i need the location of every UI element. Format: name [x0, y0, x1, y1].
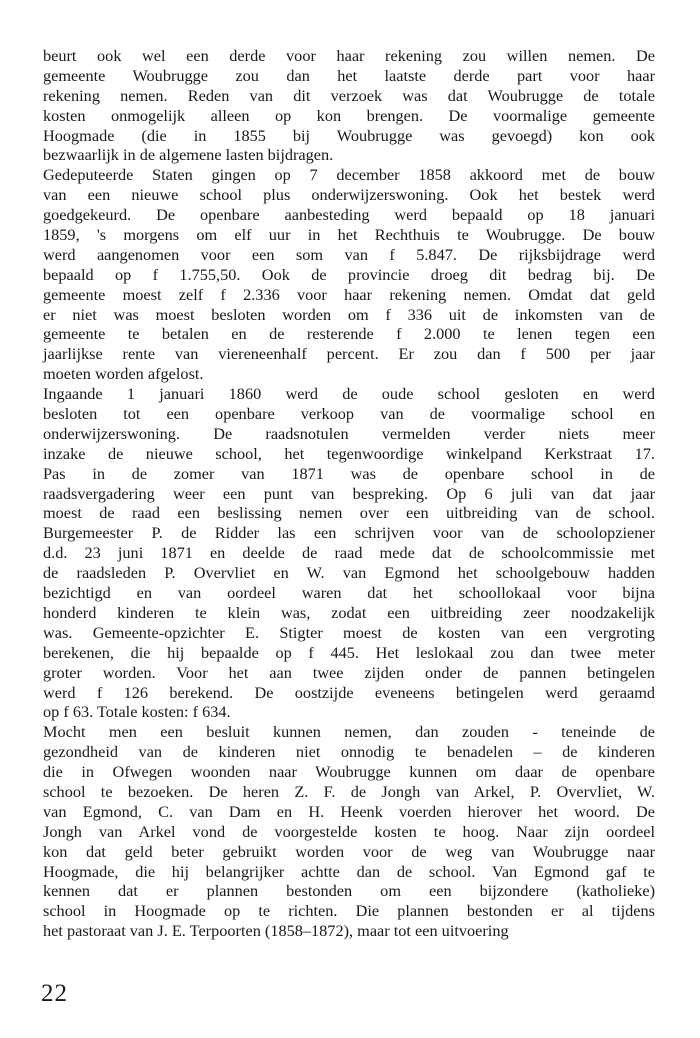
text-line: Pas in de zomer van 1871 was de openbare school in de [43, 463, 655, 483]
text-line: Gedeputeerde Staten gingen op 7 december 1858 akkoord met de bouw [43, 165, 655, 185]
text-line: er niet was moest besloten worden om f 336 uit de inkomsten van de [43, 304, 655, 324]
text-line: besloten tot een openbare verkoop van de voormalige school en [43, 404, 655, 424]
text-line: goedgekeurd. De openbare aanbesteding werd bepaald op 18 januari [43, 205, 655, 225]
text-line: Hoogmade, die hij belangrijker achtte dan de school. Van Egmond gaf te [43, 861, 655, 881]
text-line: van Egmond, C. van Dam en H. Heenk voerden hierover het woord. De [43, 801, 655, 821]
text-line: Jongh van Arkel vond de voorgestelde kosten te hoog. Naar zijn oordeel [43, 821, 655, 841]
text-line: moest de raad een beslissing nemen over een uitbreiding van de school. [43, 503, 655, 523]
body-text [43, 46, 655, 941]
text-line: d.d. 23 juni 1871 en deelde de raad mede dat de schoolcommissie met [43, 543, 655, 563]
page-number: 22 [41, 980, 68, 1007]
text-line: werd f 126 berekend. De oostzijde eveneens betingelen werd geraamd [43, 682, 655, 702]
text-line: die in Ofwegen woonden naar Woubrugge kunnen om daar de openbare [43, 762, 655, 782]
text-line: Mocht men een besluit kunnen nemen, dan zouden - teneinde de [43, 722, 655, 742]
text-line: gemeente Woubrugge zou dan het laatste derde part voor haar [43, 65, 655, 85]
text-line: het pastoraat van J. E. Terpoorten (1858–1872), maar tot een uitvoering [43, 921, 509, 941]
text-line: 1859, 's morgens om elf uur in het Rechthuis te Woubrugge. De bouw [43, 225, 655, 245]
text-line: gemeente moest zelf f 2.336 voor haar rekening nemen. Omdat dat geld [43, 284, 655, 304]
text-line: gezondheid van de kinderen niet onnodig te benadelen – de kinderen [43, 742, 655, 762]
text-line: rekening nemen. Reden van dit verzoek was dat Woubrugge de totale [43, 85, 655, 105]
text-line: bepaald op f 1.755,50. Ook de provincie droeg dit bedrag bij. De [43, 264, 655, 284]
paragraph [43, 165, 655, 384]
text-line: onderwijzerswoning. De raadsnotulen vermelden verder niets meer [43, 423, 655, 443]
text-line: van een nieuwe school plus onderwijzerswoning. Ook het bestek werd [43, 185, 655, 205]
text-line: Ingaande 1 januari 1860 werd de oude school gesloten en werd [43, 384, 655, 404]
text-line: school te bezoeken. De heren Z. F. de Jongh van Arkel, P. Overvliet, W. [43, 781, 655, 801]
text-line: kon dat geld beter gebruikt worden voor de weg van Woubrugge naar [43, 841, 655, 861]
text-line: kennen dat er plannen bestonden om een bijzondere (katholieke) [43, 881, 655, 901]
text-line: werd aangenomen voor een som van f 5.847. De rijksbijdrage werd [43, 244, 655, 264]
text-line: de raadsleden P. Overvliet en W. van Egmond het schoolgebouw hadden [43, 563, 655, 583]
text-line: school in Hoogmade op te richten. Die plannen bestonden er al tijdens [43, 901, 655, 921]
text-line: jaarlijkse rente van viereneenhalf percent. Er zou dan f 500 per jaar [43, 344, 655, 364]
text-line: beurt ook wel een derde voor haar rekening zou willen nemen. De [43, 46, 655, 65]
text-line: inzake de nieuwe school, het tegenwoordige winkelpand Kerkstraat 17. [43, 443, 655, 463]
paragraph [43, 46, 655, 165]
text-line: bezwaarlijk in de algemene lasten bijdragen. [43, 145, 334, 165]
text-line: raadsvergadering weer een punt van bespreking. Op 6 juli van dat jaar [43, 483, 655, 503]
text-line: bezichtigd en van oordeel waren dat het schoollokaal voor bijna [43, 583, 655, 603]
text-line: moeten worden afgelost. [43, 364, 204, 384]
text-line: berekenen, die hij bepaalde op f 445. Het leslokaal zou dan twee meter [43, 642, 655, 662]
text-line: kosten onmogelijk alleen op kon brengen. De voormalige gemeente [43, 105, 655, 125]
text-line: gemeente te betalen en de resterende f 2.000 te lenen tegen een [43, 324, 655, 344]
text-line: op f 63. Totale kosten: f 634. [43, 702, 231, 722]
text-line: honderd kinderen te klein was, zodat een uitbreiding zeer noodzakelijk [43, 602, 655, 622]
paragraph [43, 384, 655, 722]
paragraph [43, 722, 655, 941]
text-line: was. Gemeente-opzichter E. Stigter moest de kosten van een vergroting [43, 622, 655, 642]
text-line: Hoogmade (die in 1855 bij Woubrugge was gevoegd) kon ook [43, 125, 655, 145]
text-line: groter worden. Voor het aan twee zijden onder de pannen betingelen [43, 662, 655, 682]
text-line: Burgemeester P. de Ridder las een schrijven voor van de schoolopziener [43, 523, 655, 543]
